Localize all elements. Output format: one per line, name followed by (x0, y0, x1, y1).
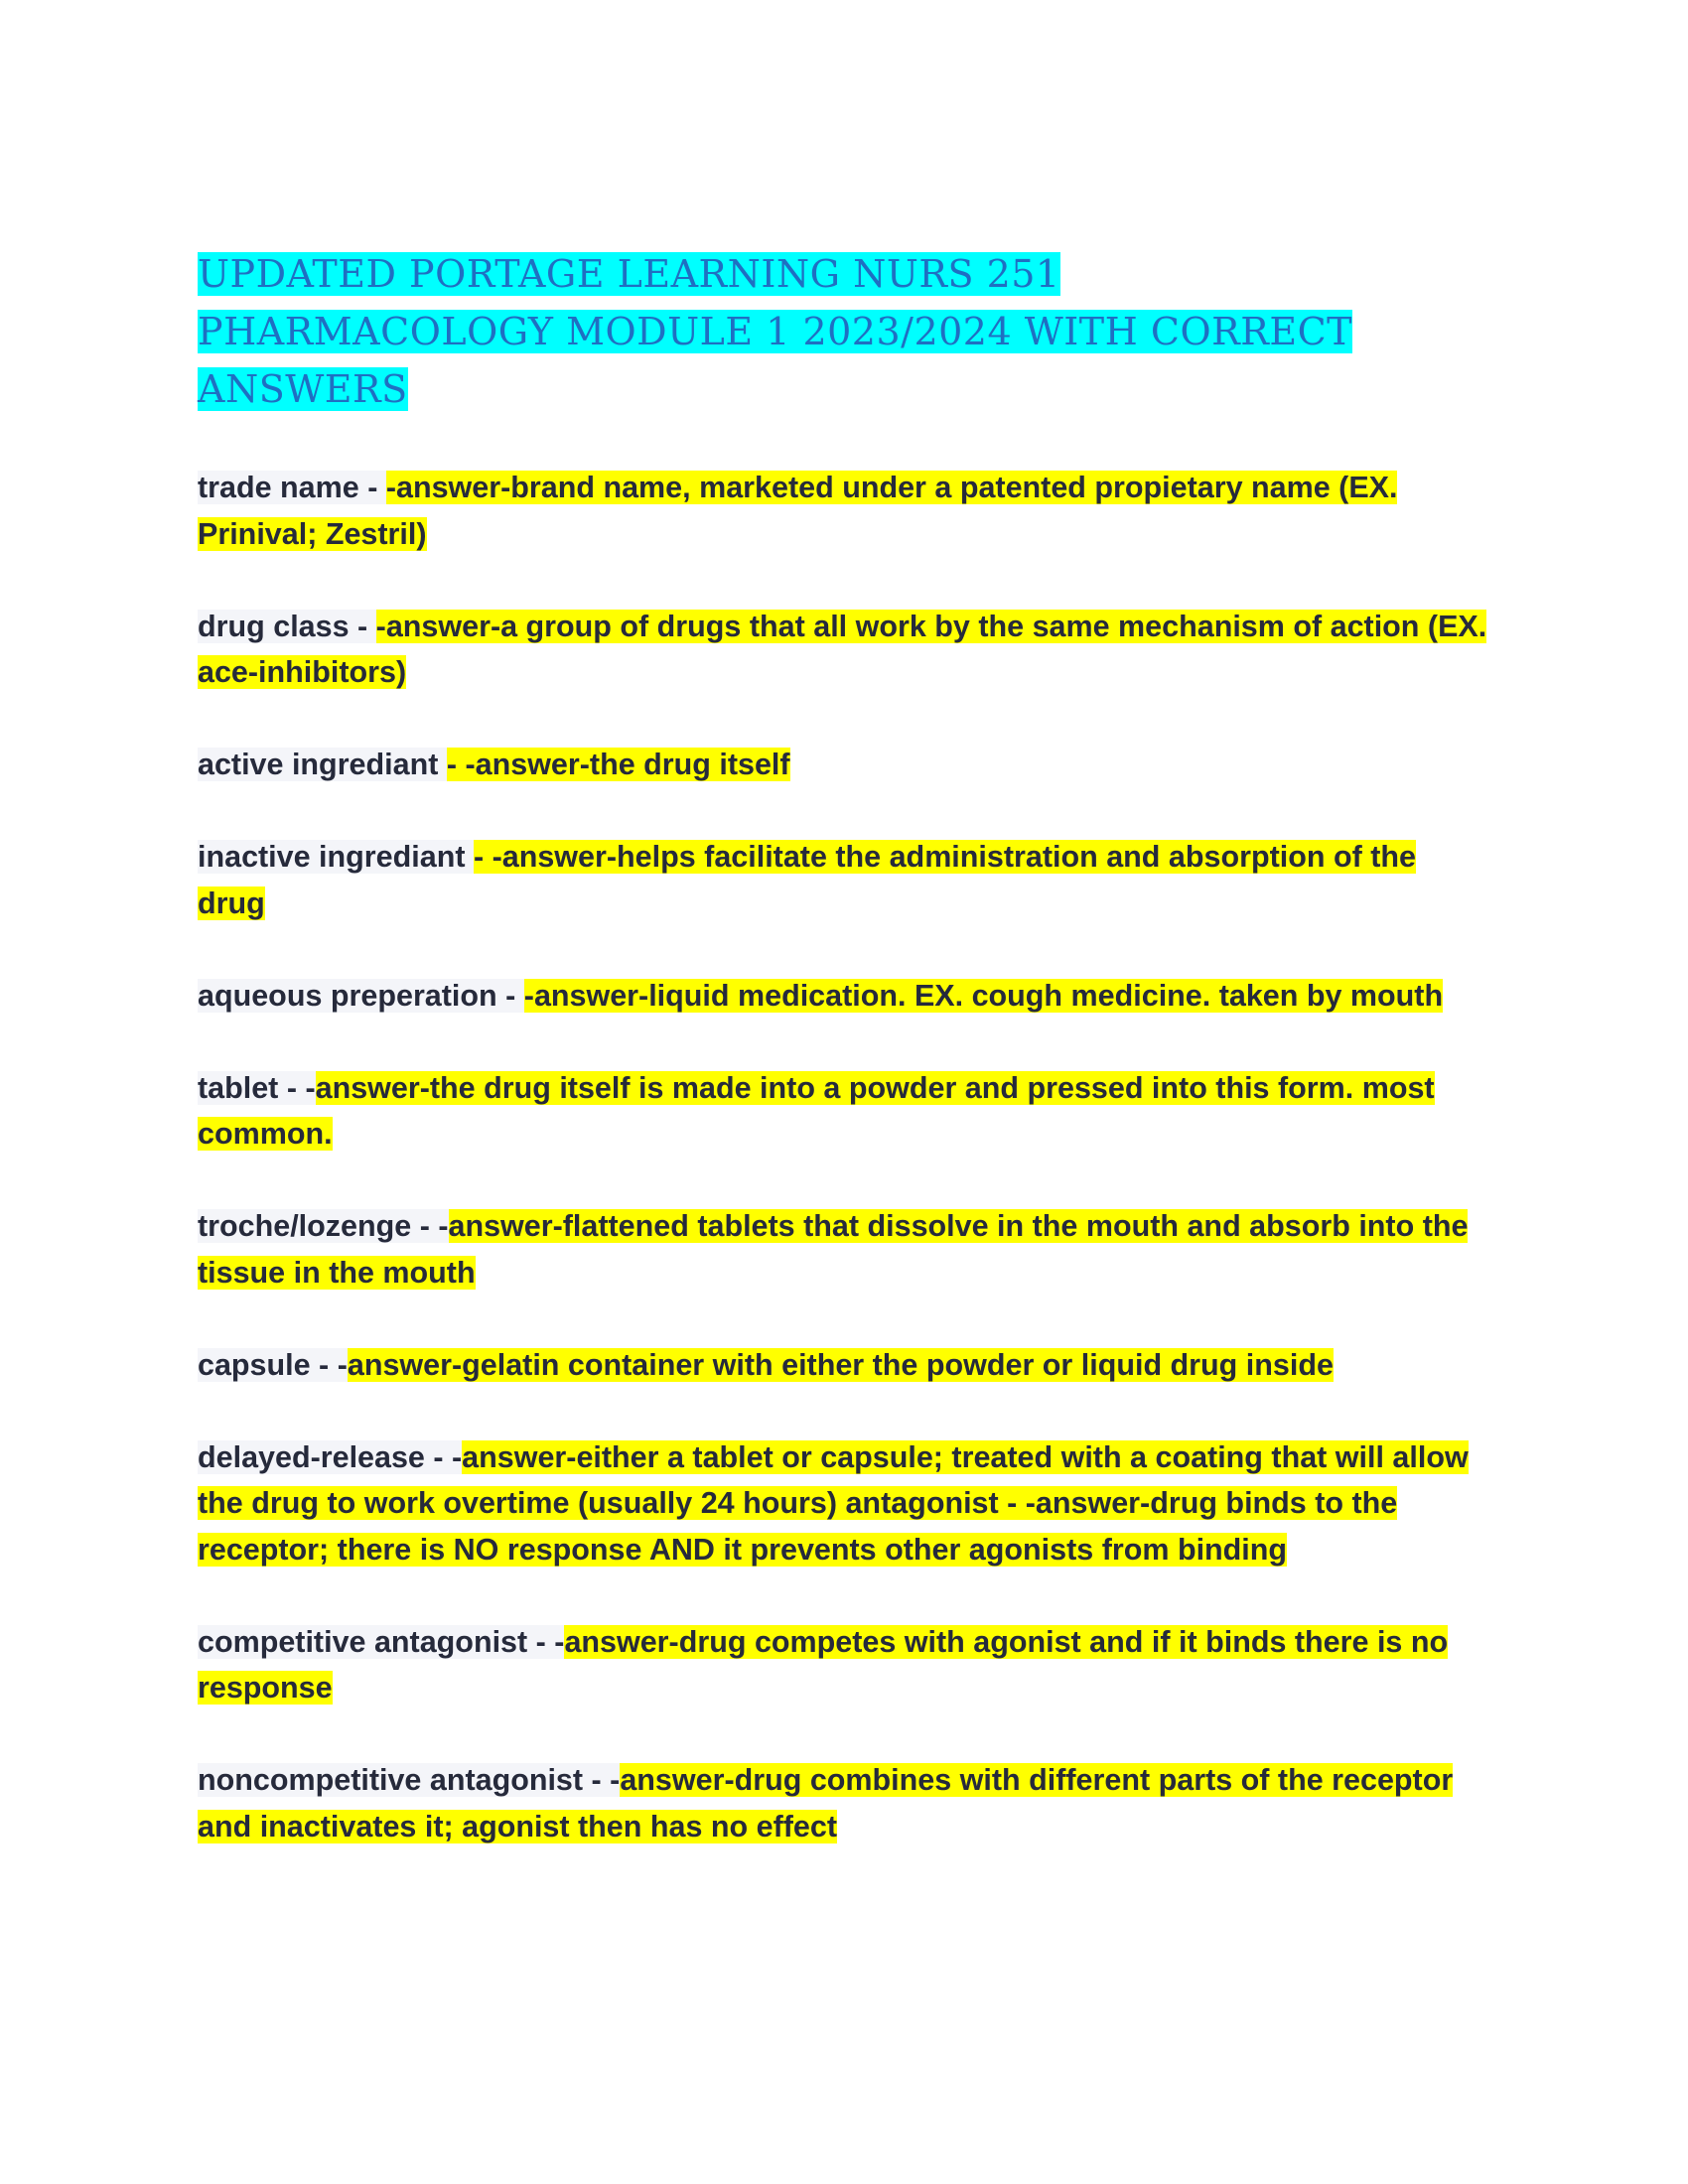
term: active ingrediant (198, 748, 447, 781)
term: drug class - (198, 609, 376, 643)
answer: answer-gelatin container with either the powder or liquid drug inside (347, 1347, 1334, 1382)
flashcard-entry (198, 742, 1488, 788)
flashcard-entry (198, 973, 1488, 1020)
flashcard-entry (198, 1434, 1488, 1573)
flashcard-entry (198, 834, 1488, 926)
answer: answer-the drug itself is made into a powder and pressed into this form. most common. (198, 1070, 1435, 1151)
answer: answer-drug competes with agonist and if it binds there is no response (198, 1624, 1449, 1705)
flashcard-entry (198, 1757, 1488, 1849)
term: competitive antagonist - - (198, 1624, 565, 1659)
document-page (198, 245, 1488, 1896)
answer: answer-drug combines with different parts of the receptor and inactivates it; agonist then has no effect (198, 1763, 1454, 1843)
term: capsule - - (198, 1347, 348, 1382)
term: delayed-release - - (198, 1439, 463, 1474)
document-title-block (198, 245, 1389, 418)
answer: - -answer-the drug itself (446, 748, 790, 781)
term: trade name - (198, 471, 386, 504)
answer: -answer-liquid medication. EX. cough medicine. taken by mouth (523, 978, 1444, 1013)
term: aqueous preperation - (198, 978, 524, 1013)
flashcard-entry (198, 465, 1488, 557)
flashcard-entry (198, 1065, 1488, 1158)
answer: -answer-a group of drugs that all work by the same mechanism of action (EX. ace-inhibitors) (198, 609, 1487, 689)
flashcard-list (198, 465, 1488, 1849)
answer: - -answer-helps facilitate the administration and absorption of the drug (198, 840, 1416, 920)
term: troche/lozenge - - (198, 1209, 449, 1243)
answer: -answer-brand name, marketed under a patented propietary name (EX. Prinival; Zestril) (198, 471, 1398, 551)
term: tablet - - (198, 1070, 316, 1105)
answer: answer-flattened tablets that dissolve in the mouth and absorb into the tissue in the mouth (198, 1209, 1469, 1290)
flashcard-entry (198, 604, 1488, 696)
answer: answer-either a tablet or capsule; treated with a coating that will allow the drug to work overtime (usually 24 hours) antagonist - -answer-drug binds to the receptor; there is NO response AND it prevents other agonists from binding (198, 1439, 1469, 1567)
flashcard-entry (198, 1203, 1488, 1296)
flashcard-entry (198, 1619, 1488, 1711)
term: noncompetitive antagonist - - (198, 1763, 621, 1797)
term: inactive ingrediant (198, 840, 474, 874)
flashcard-entry (198, 1342, 1488, 1389)
document-title: UPDATED PORTAGE LEARNING NURS 251 PHARMACOLOGY MODULE 1 2023/2024 WITH CORRECT ANSWERS (198, 252, 1352, 411)
